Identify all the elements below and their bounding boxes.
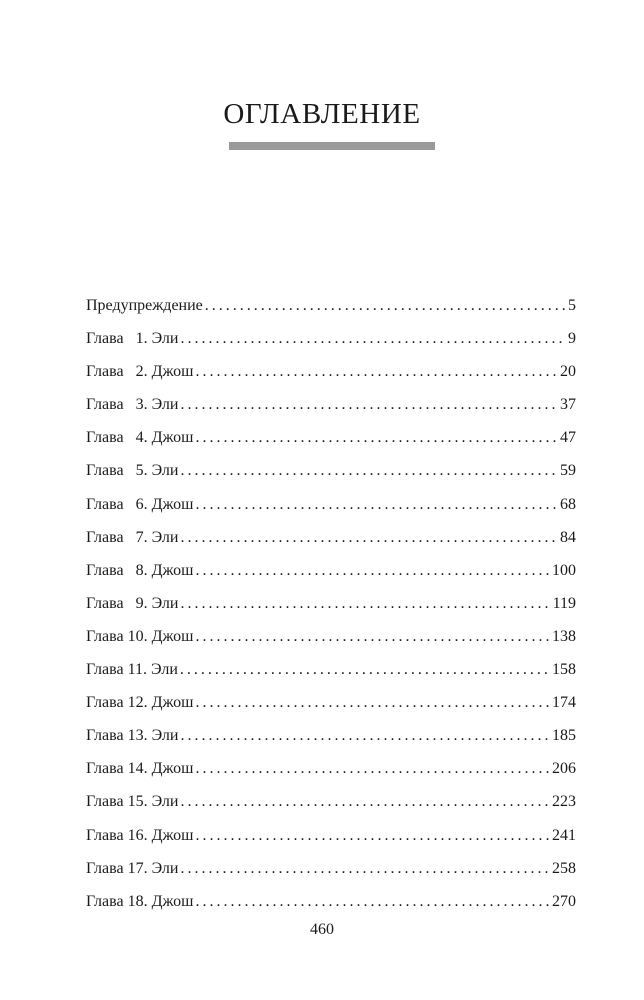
toc-entry [86,653,576,686]
toc-entry-label: Глава 7. Эли [86,528,179,546]
toc-entry-page: 258 [552,859,576,877]
toc-entry-page: 223 [552,793,576,811]
toc-dot-leader [180,322,566,355]
toc-entry-page: 100 [552,561,576,579]
toc-entry-label: Глава 5. Эли [86,462,179,480]
toc-entry-label: Глава 13. Эли [86,727,179,745]
toc-entry [86,785,576,818]
toc-entry-page: 119 [552,594,576,612]
toc-dot-leader [180,785,550,818]
toc-dot-leader [180,521,558,554]
toc-entry-page: 37 [560,396,576,414]
toc-entry-label: Предупреждение [86,297,203,314]
toc-entry-label: Глава 3. Эли [86,396,179,414]
toc-entry-label: Глава 4. Джош [86,429,194,447]
toc-dot-leader [195,752,550,785]
toc-entry-page: 20 [560,363,576,381]
toc-dot-leader [180,852,550,885]
toc-entry-label: Глава 15. Эли [86,793,179,811]
toc-dot-leader [195,819,550,852]
toc-entry [86,322,576,355]
toc-entry-page: 241 [552,826,576,844]
toc-entry-label: Глава 8. Джош [86,561,194,579]
toc-entry [86,686,576,719]
toc-dot-leader [195,421,558,454]
toc-entry [86,885,576,918]
toc-entry-label: Глава 14. Джош [86,760,194,778]
toc-entry-page: 9 [568,330,576,348]
toc-entry [86,587,576,620]
toc-entry [86,554,576,587]
toc-entry-label: Глава 17. Эли [86,859,179,877]
toc-dot-leader [180,388,558,421]
toc-entry-label: Глава 18. Джош [86,892,194,910]
toc-entry-label: Глава 6. Джош [86,495,194,513]
toc-dot-leader [195,355,558,388]
toc-entry-page: 59 [560,462,576,480]
toc-dot-leader [205,289,566,322]
toc-entry-label: Глава 1. Эли [86,330,179,348]
toc-entry-label: Глава 2. Джош [86,363,194,381]
toc-entry-page: 185 [552,727,576,745]
toc-entry [86,819,576,852]
toc-entry [86,719,576,752]
page-number: 460 [310,921,334,938]
toc-entry-page: 138 [552,627,576,645]
toc-entry-page: 270 [552,892,576,910]
toc-dot-leader [195,554,550,587]
toc-dot-leader [195,686,550,719]
toc-entry-page: 47 [560,429,576,447]
toc-dot-leader [195,620,550,653]
toc-entry-label: Глава 16. Джош [86,826,194,844]
table-of-contents [86,289,576,918]
toc-entry [86,355,576,388]
toc-entry-page: 68 [560,495,576,513]
toc-entry [86,852,576,885]
toc-dot-leader [180,653,550,686]
toc-entry [86,388,576,421]
toc-entry [86,488,576,521]
toc-dot-leader [180,454,558,487]
title-underline [229,142,435,150]
toc-entry [86,454,576,487]
toc-dot-leader [180,719,550,752]
toc-entry [86,421,576,454]
toc-entry [86,620,576,653]
toc-entry [86,289,576,322]
toc-dot-leader [195,488,558,521]
toc-entry-page: 84 [560,528,576,546]
toc-entry-page: 206 [552,760,576,778]
toc-entry [86,521,576,554]
page-title: ОГЛАВЛЕНИЕ [223,98,421,130]
toc-dot-leader [195,885,550,918]
toc-entry [86,752,576,785]
toc-dot-leader [180,587,550,620]
toc-entry-label: Глава 12. Джош [86,694,194,712]
toc-entry-label: Глава 9. Эли [86,594,179,612]
toc-entry-label: Глава 10. Джош [86,627,194,645]
toc-entry-page: 5 [568,297,576,314]
toc-entry-page: 174 [552,694,576,712]
toc-entry-label: Глава 11. Эли [86,661,178,679]
toc-entry-page: 158 [552,661,576,679]
